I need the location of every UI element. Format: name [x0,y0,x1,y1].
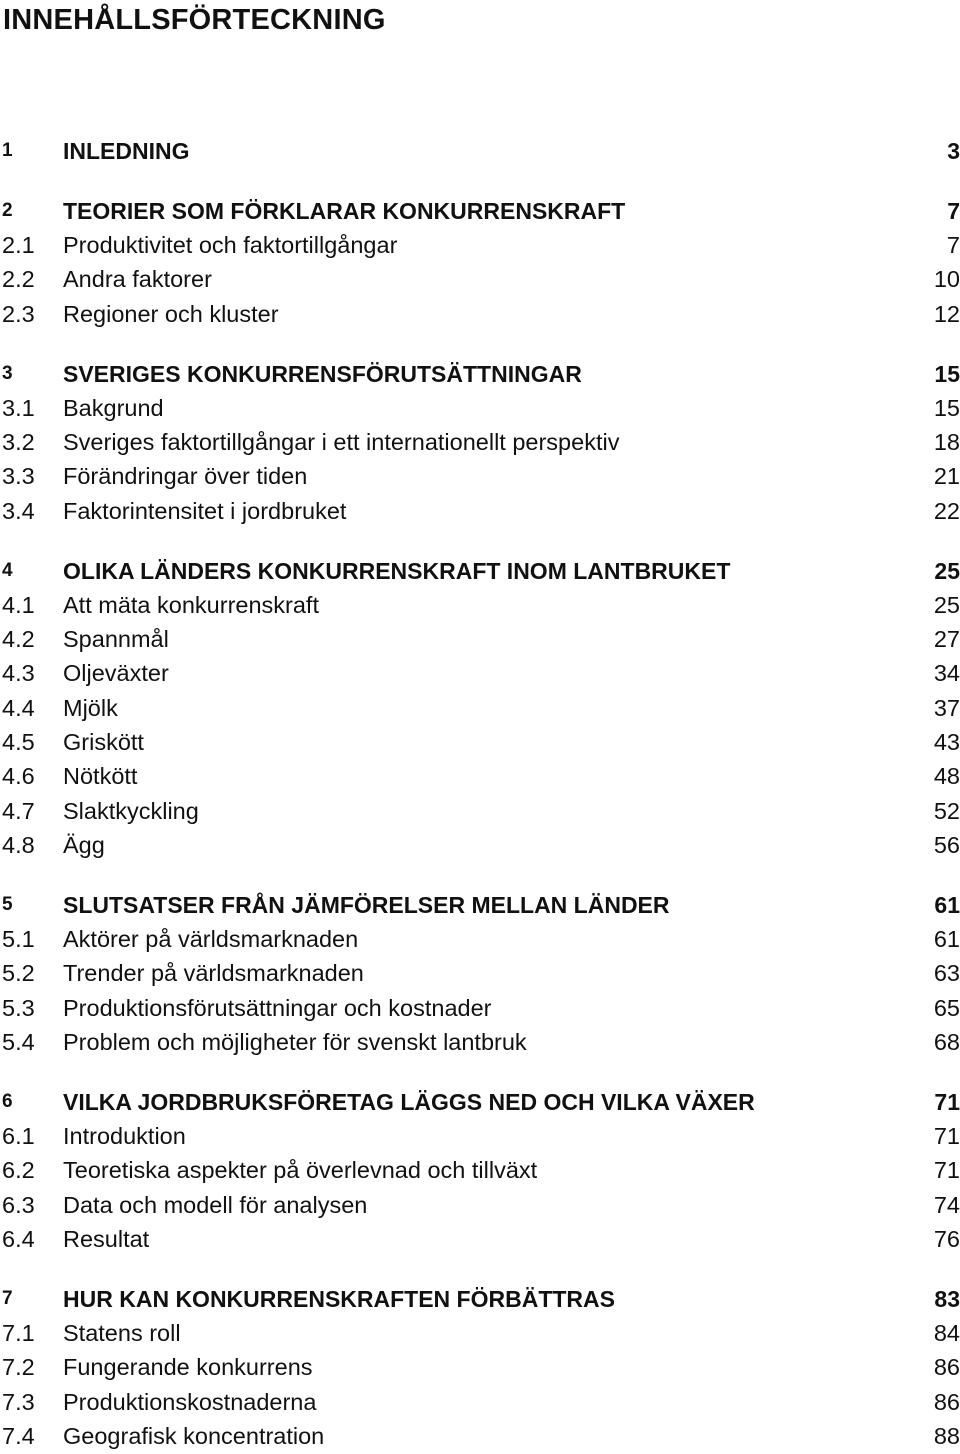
toc-page-number: 22 [933,498,960,524]
toc-section-row[interactable] [0,1188,960,1222]
toc-section-row[interactable] [0,228,960,262]
toc-title: Data och modell för analysen [63,1192,368,1218]
toc-page-number: 86 [933,1389,960,1415]
toc-page-number: 71 [933,1123,960,1149]
toc-chapter-row[interactable] [0,134,960,168]
toc-number: 3.3 [2,463,35,489]
toc-page-number: 56 [933,832,960,858]
toc-section-row[interactable] [0,588,960,622]
toc-page-number: 76 [933,1226,960,1252]
toc-title: Mjölk [63,695,118,721]
toc-section-row[interactable] [0,459,960,493]
toc-number: 7.1 [2,1320,35,1346]
toc-page-number: 3 [947,138,960,164]
toc-number: 6.3 [2,1192,35,1218]
toc-title: Statens roll [63,1320,181,1346]
toc-page-number: 83 [934,1286,960,1312]
toc-title: VILKA JORDBRUKSFÖRETAG LÄGGS NED OCH VILKA VÄXER [63,1089,755,1115]
toc-number: 2.1 [2,232,35,258]
toc-page-number: 25 [933,592,960,618]
toc-number: 7 [2,1288,13,1309]
toc-number: 6.2 [2,1157,35,1183]
toc-title: Geografisk koncentration [63,1423,325,1449]
toc-section-row[interactable] [0,1153,960,1187]
toc-title: Produktivitet och faktortillgångar [63,232,398,258]
toc-title: TEORIER SOM FÖRKLARAR KONKURRENSKRAFT [63,198,626,224]
toc-section-row[interactable] [0,494,960,528]
toc-title: Regioner och kluster [63,301,279,327]
toc-title: Produktionsförutsättningar och kostnader [63,995,492,1021]
toc-page-number: 84 [933,1320,960,1346]
toc-number: 7.4 [2,1423,35,1449]
toc-title: Trender på världsmarknaden [63,960,364,986]
toc-section-row[interactable] [0,956,960,990]
toc-page-number: 52 [933,798,960,824]
toc-number: 5.3 [2,995,35,1021]
toc-page-number: 61 [933,926,960,952]
toc-title: Faktorintensitet i jordbruket [63,498,347,524]
toc-page-number: 61 [934,892,960,918]
toc-title: Spannmål [63,626,169,652]
toc-number: 4.7 [2,798,35,824]
toc-title: OLIKA LÄNDERS KONKURRENSKRAFT INOM LANTBRUKET [63,558,731,584]
toc-page-number: 15 [933,395,960,421]
toc-title: Slaktkyckling [63,798,199,824]
toc-chapter-row[interactable] [0,194,960,228]
toc-page-number: 10 [933,266,960,292]
toc-title: SVERIGES KONKURRENSFÖRUTSÄTTNINGAR [63,361,582,387]
toc-section-row[interactable] [0,391,960,425]
toc-number: 4.3 [2,660,35,686]
toc-number: 2 [2,200,13,221]
toc-section-row[interactable] [0,1222,960,1256]
toc-page-number: 71 [934,1089,960,1115]
toc-number: 2.2 [2,266,35,292]
toc-page-number: 27 [933,626,960,652]
toc-page-number: 25 [934,558,960,584]
toc-number: 2.3 [2,301,35,327]
toc-page-number: 48 [933,763,960,789]
toc-section-row[interactable] [0,691,960,725]
toc-page-number: 12 [933,301,960,327]
toc-number: 7.3 [2,1389,35,1415]
toc-section-row[interactable] [0,922,960,956]
toc-title: Problem och möjligheter för svenskt lantbruk [63,1029,527,1055]
toc-title: Aktörer på världsmarknaden [63,926,359,952]
toc-number: 4.6 [2,763,35,789]
toc-number: 6.4 [2,1226,35,1252]
toc-number: 3.1 [2,395,35,421]
toc-number: 7.2 [2,1354,35,1380]
toc-section-row[interactable] [0,262,960,296]
toc-section-row[interactable] [0,794,960,828]
toc-title: Introduktion [63,1123,186,1149]
toc-page-number: 7 [946,232,960,258]
toc-page-number: 86 [933,1354,960,1380]
toc-section-row[interactable] [0,297,960,331]
toc-number: 3 [2,363,13,384]
toc-number: 4.5 [2,729,35,755]
toc-page-number: 68 [933,1029,960,1055]
toc-section-row[interactable] [0,425,960,459]
toc-page-number: 37 [933,695,960,721]
toc-title: Oljeväxter [63,660,169,686]
toc-number: 4.2 [2,626,35,652]
toc-number: 6.1 [2,1123,35,1149]
toc-title: Produktionskostnaderna [63,1389,317,1415]
toc-page-number: 7 [947,198,960,224]
toc-page-number: 21 [933,463,960,489]
toc-title: Griskött [63,729,144,755]
toc-section-row[interactable] [0,991,960,1025]
toc-section-row[interactable] [0,1350,960,1384]
toc-title: Resultat [63,1226,150,1252]
toc-section-row[interactable] [0,725,960,759]
toc-section-row[interactable] [0,1316,960,1350]
toc-number: 5.2 [2,960,35,986]
toc-title: INLEDNING [63,138,190,164]
toc-number: 4.8 [2,832,35,858]
toc-page-number: 43 [933,729,960,755]
toc-section-row[interactable] [0,759,960,793]
toc-number: 4.4 [2,695,35,721]
toc-title: SLUTSATSER FRÅN JÄMFÖRELSER MELLAN LÄNDER [63,892,670,918]
toc-number: 6 [2,1091,13,1112]
page-title: INNEHÅLLSFÖRTECKNING [3,4,386,36]
toc-title: Teoretiska aspekter på överlevnad och tillväxt [63,1157,538,1183]
toc-page-number: 74 [933,1192,960,1218]
toc-title: Ägg [63,832,105,858]
toc-section-row[interactable] [0,1119,960,1153]
toc-number: 1 [2,140,13,161]
toc-title: Bakgrund [63,395,164,421]
toc-number: 3.4 [2,498,35,524]
toc-title: Att mäta konkurrenskraft [63,592,319,618]
toc-page-number: 71 [933,1157,960,1183]
toc-section-row[interactable] [0,1385,960,1419]
toc-number: 4 [2,560,13,581]
toc-chapter-row[interactable] [0,1085,960,1119]
toc-page-number: 88 [933,1423,960,1449]
toc-section-row[interactable] [0,1025,960,1059]
toc-page-number: 18 [933,429,960,455]
toc-section-row[interactable] [0,1419,960,1453]
toc-chapter-row[interactable] [0,1282,960,1316]
toc-section-row[interactable] [0,656,960,690]
toc-section-row[interactable] [0,622,960,656]
toc-title: Förändringar över tiden [63,463,308,489]
toc-page-number: 63 [933,960,960,986]
toc-number: 5.4 [2,1029,35,1055]
toc-chapter-row[interactable] [0,554,960,588]
toc-title: HUR KAN KONKURRENSKRAFTEN FÖRBÄTTRAS [63,1286,615,1312]
toc-section-row[interactable] [0,828,960,862]
toc-chapter-row[interactable] [0,888,960,922]
toc-title: Nötkött [63,763,138,789]
toc-number: 5.1 [2,926,35,952]
toc-number: 4.1 [2,592,35,618]
toc-number: 3.2 [2,429,35,455]
toc-page-number: 15 [934,361,960,387]
toc-title: Andra faktorer [63,266,212,292]
toc-number: 5 [2,894,13,915]
toc-page-number: 65 [933,995,960,1021]
toc-title: Fungerande konkurrens [63,1354,313,1380]
toc-chapter-row[interactable] [0,357,960,391]
toc-page-number: 34 [933,660,960,686]
toc-title: Sveriges faktortillgångar i ett internationellt perspektiv [63,429,620,455]
